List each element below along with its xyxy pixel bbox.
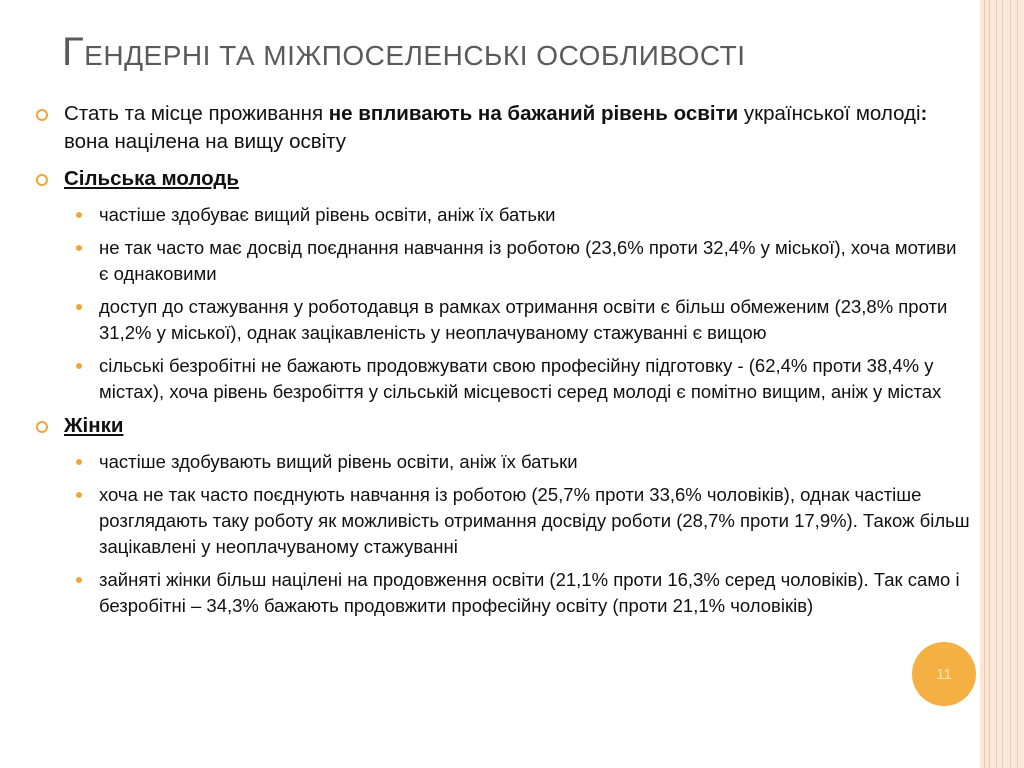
rural-heading [36, 165, 971, 193]
list-item-text: сільські безробітні не бажають продовжувати свою професійну підготовку - (62,4% проти 38,4% у містах), хоча рівень безробіття у сільській місцевості серед молоді є помітно вищим, аніж у містах [99, 355, 942, 402]
dot-bullet-icon [76, 212, 82, 218]
stripe-line [984, 0, 985, 768]
intro-text-bold: не впливають на бажаний рівень освіти [328, 102, 739, 125]
ring-bullet-icon [36, 421, 48, 433]
page-number: 11 [936, 665, 952, 683]
rural-heading-text: Сільська молодь [64, 167, 240, 190]
ring-bullet-icon [36, 174, 48, 186]
list-item-text: доступ до стажування у роботодавця в рамках отримання освіти є більш обмеженим (23,8% проти 31,2% у міської), однак зацікавленість у неоплачуваному стажуванні є вищою [99, 296, 948, 343]
list-item [36, 482, 971, 560]
list-item [36, 202, 971, 228]
title-rest: ЕНДЕРНІ ТА МІЖПОСЕЛЕНСЬКІ ОСОБЛИВОСТІ [84, 40, 746, 71]
intro-colon: : [920, 102, 928, 125]
intro-text-b: української молоді [738, 102, 921, 125]
intro-point [36, 100, 971, 156]
list-item [36, 235, 971, 287]
ring-bullet-icon [36, 109, 48, 121]
list-item-text: хоча не так часто поєднують навчання із роботою (25,7% проти 33,6% чоловіків), однак частіше розглядають таку роботу як можливість отримання досвіду роботи (28,7% проти 17,9%). Також більш зацікавлені у неоплачуваному стажуванні [99, 484, 970, 557]
dot-bullet-icon [76, 304, 82, 310]
title-first-letter: Г [62, 30, 85, 74]
women-heading [36, 412, 971, 440]
dot-bullet-icon [76, 363, 82, 369]
stripe-line [1017, 0, 1018, 768]
slide-title [62, 30, 746, 75]
stripe-line [996, 0, 997, 768]
stripe-line [1002, 0, 1003, 768]
dot-bullet-icon [76, 245, 82, 251]
stripe-line [1010, 0, 1011, 768]
list-item-text: частіше здобувають вищий рівень освіти, аніж їх батьки [99, 451, 578, 472]
intro-text-c: вона націлена на вищу освіту [64, 130, 347, 153]
list-item [36, 449, 971, 475]
dot-bullet-icon [76, 459, 82, 465]
list-item [36, 567, 971, 619]
list-item [36, 353, 971, 405]
page-number-badge [912, 642, 976, 706]
list-item-text: не так часто має досвід поєднання навчання із роботою (23,6% проти 32,4% у міської), хоча мотиви є однаковими [99, 237, 957, 284]
dot-bullet-icon [76, 492, 82, 498]
list-item-text: частіше здобуває вищий рівень освіти, аніж їх батьки [99, 204, 556, 225]
decorative-stripes [980, 0, 1024, 768]
list-item [36, 294, 971, 346]
intro-text-a: Стать та місце проживання [64, 102, 329, 125]
slide-content [36, 100, 971, 626]
dot-bullet-icon [76, 577, 82, 583]
stripe-line [989, 0, 990, 768]
women-heading-text: Жінки [64, 414, 124, 437]
list-item-text: зайняті жінки більш націлені на продовження освіти (21,1% проти 16,3% серед чоловіків). Так само і безробітні – 34,3% бажають продовжити професійну освіту (проти 21,1% чоловіків) [99, 569, 960, 616]
